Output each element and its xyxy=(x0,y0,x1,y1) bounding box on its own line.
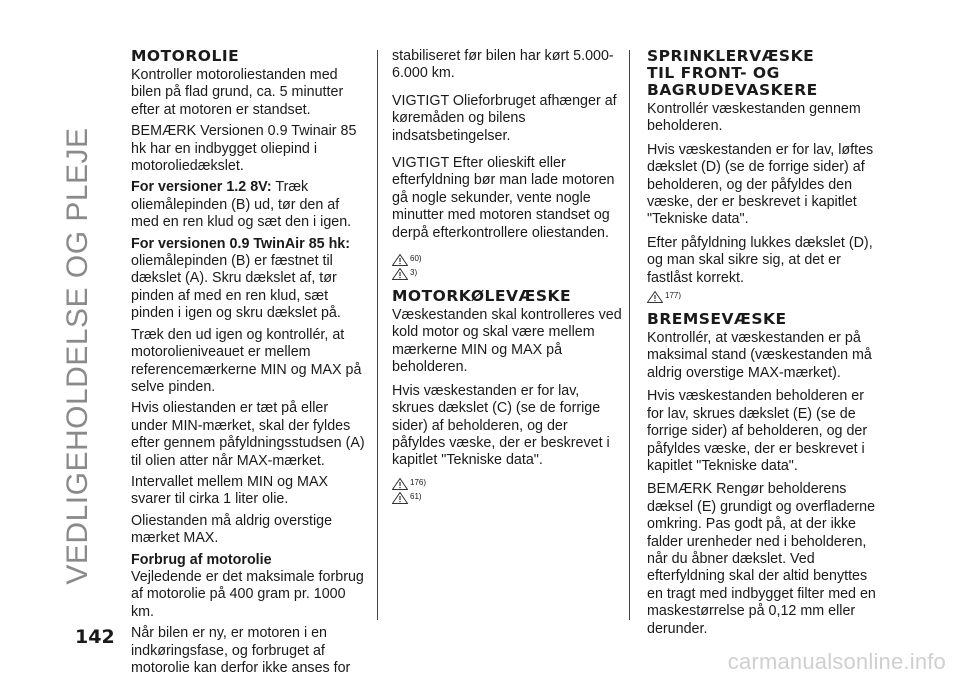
warning-reference xyxy=(392,492,624,504)
section-heading-washer-fluid: SPRINKLERVÆSKE TIL FRONT- OG BAGRUDEVASKERE xyxy=(647,47,818,99)
column-2 xyxy=(392,48,624,506)
paragraph: Hvis væskestanden er for lav, skrues dækslet (C) (se de forrige sider) af beholderen, og der påfyldes væske, der er beskrevet i kapitlet "Tekniske data". xyxy=(392,382,610,469)
paragraph: Hvis oliestanden er tæt på eller under MIN-mærket, skal der fyldes efter gennem påfyldningsstudsen (A) til olien atter når MAX-mærket. xyxy=(131,400,365,469)
column-divider xyxy=(629,50,630,620)
paragraph: Når bilen er ny, er motoren i en indkøringsfase, og forbruget af motorolie kan derfor ikke anses for xyxy=(131,625,351,676)
subheading-oil-consumption: Forbrug af motorolie xyxy=(131,551,272,568)
paragraph: Væskestanden skal kontrolleres ved kold motor og skal være mellem mærkerne MIN og MAX på beholderen. xyxy=(392,307,622,376)
paragraph: Træk den ud igen og kontrollér, at motorolieniveauet er mellem referencemærkerne MIN og MAX på selve pinden. xyxy=(131,326,362,395)
paragraph: BEMÆRK Rengør beholderens dæksel (E) grundigt og overfladerne omkring. Pas godt på, at der ikke falder urenheder ned i beholderen, når du åbner dækslet. Ved efterfyldning skal der altid benyttes en tragt med indbygget filter med en maskestørrelse på 0,12 mm eller derunder. xyxy=(647,481,876,637)
column-1 xyxy=(131,48,366,681)
paragraph: Kontrollér væskestanden gennem beholderen. xyxy=(647,101,861,135)
paragraph: Intervallet mellem MIN og MAX svarer til cirka 1 liter olie. xyxy=(131,473,329,508)
section-heading-coolant: MOTORKØLEVÆSKE xyxy=(392,287,572,306)
column-3 xyxy=(647,48,879,642)
paragraph-text: Træk oliemålepinden (B) ud, tør den af med en ren klud og sæt den i igen. xyxy=(131,179,352,231)
paragraph: Efter påfyldning lukkes dækslet (D), og man skal sikre sig, at det er fastlåst korrekt. xyxy=(647,234,873,286)
paragraph: Vejledende er det maksimale forbrug af motorolie på 400 gram pr. 1000 km. xyxy=(131,568,364,620)
paragraph: VIGTIGT Olieforbruget afhænger af køremåden og bilens indsatsbetingelser. xyxy=(392,92,617,144)
paragraph: VIGTIGT Efter olieskift eller efterfyldning bør man lade motoren gå nogle sekunder, vente nogle minutter med motoren standset og derpå efterkontrollere oliestanden. xyxy=(392,155,615,241)
paragraph xyxy=(131,179,366,231)
section-heading-brake-fluid: BREMSEVÆSKE xyxy=(647,310,787,329)
paragraph: Hvis væskestanden beholderen er for lav, skrues dækslet (E) (se de forrige sider) af beholderen, og der påfyldes væske, der er beskrevet i kapitlet "Tekniske data". xyxy=(647,388,868,474)
paragraph: BEMÆRK Versionen 0.9 Twinair 85 hk har en indbygget oliepind i motoroliedækslet. xyxy=(131,123,357,175)
paragraph: Oliestanden må aldrig overstige mærket MAX. xyxy=(131,512,333,547)
paragraph: Kontroller motoroliestanden med bilen på flad grund, ca. 5 minutter efter at motoren er standset. xyxy=(131,67,344,118)
warning-ref-number: 177) xyxy=(665,291,682,301)
warning-triangle-icon xyxy=(392,254,408,266)
version-label: For versioner 1.2 8V: xyxy=(131,179,272,196)
version-label: For versionen 0.9 TwinAir 85 hk: xyxy=(131,235,351,252)
paragraph-text: oliemålepinden (B) er fæstnet til dækslet (A). Skru dækslet af, tør pinden af med en ren klud, sæt pinden i igen og skru dækslet på. xyxy=(131,253,341,322)
warning-ref-number: 3) xyxy=(410,268,418,278)
paragraph: stabiliseret før bilen har kørt 5.000-6.000 km. xyxy=(392,48,614,82)
warning-triangle-icon xyxy=(392,492,408,504)
warning-triangle-icon xyxy=(392,268,408,280)
paragraph: Hvis væskestanden er for lav, løftes dækslet (D) (se de forrige sider) af beholderen, og der påfyldes den væske, der er beskrevet i kapitlet "Tekniske data". xyxy=(647,141,874,228)
paragraph: Kontrollér, at væskestanden er på maksimal stand (væskestanden må aldrig overstige MAX-mærket). xyxy=(647,330,872,381)
column-divider xyxy=(377,50,378,620)
warning-ref-number: 61) xyxy=(410,491,422,501)
warning-triangle-icon xyxy=(647,291,663,303)
warning-triangle-icon xyxy=(392,478,408,490)
page-number: 142 xyxy=(75,626,115,648)
paragraph xyxy=(131,236,366,323)
section-title-vertical: VEDLIGEHOLDELSE OG PLEJE xyxy=(61,127,94,585)
warning-ref-number: 60) xyxy=(410,254,422,264)
warning-reference xyxy=(647,291,879,303)
footer-watermark: carmanualsonline.info xyxy=(727,649,946,674)
warning-reference xyxy=(392,268,624,280)
warning-reference xyxy=(392,478,624,490)
warning-reference xyxy=(392,254,624,266)
section-heading-engine-oil: MOTOROLIE xyxy=(131,47,240,65)
warning-ref-number: 176) xyxy=(410,477,427,487)
